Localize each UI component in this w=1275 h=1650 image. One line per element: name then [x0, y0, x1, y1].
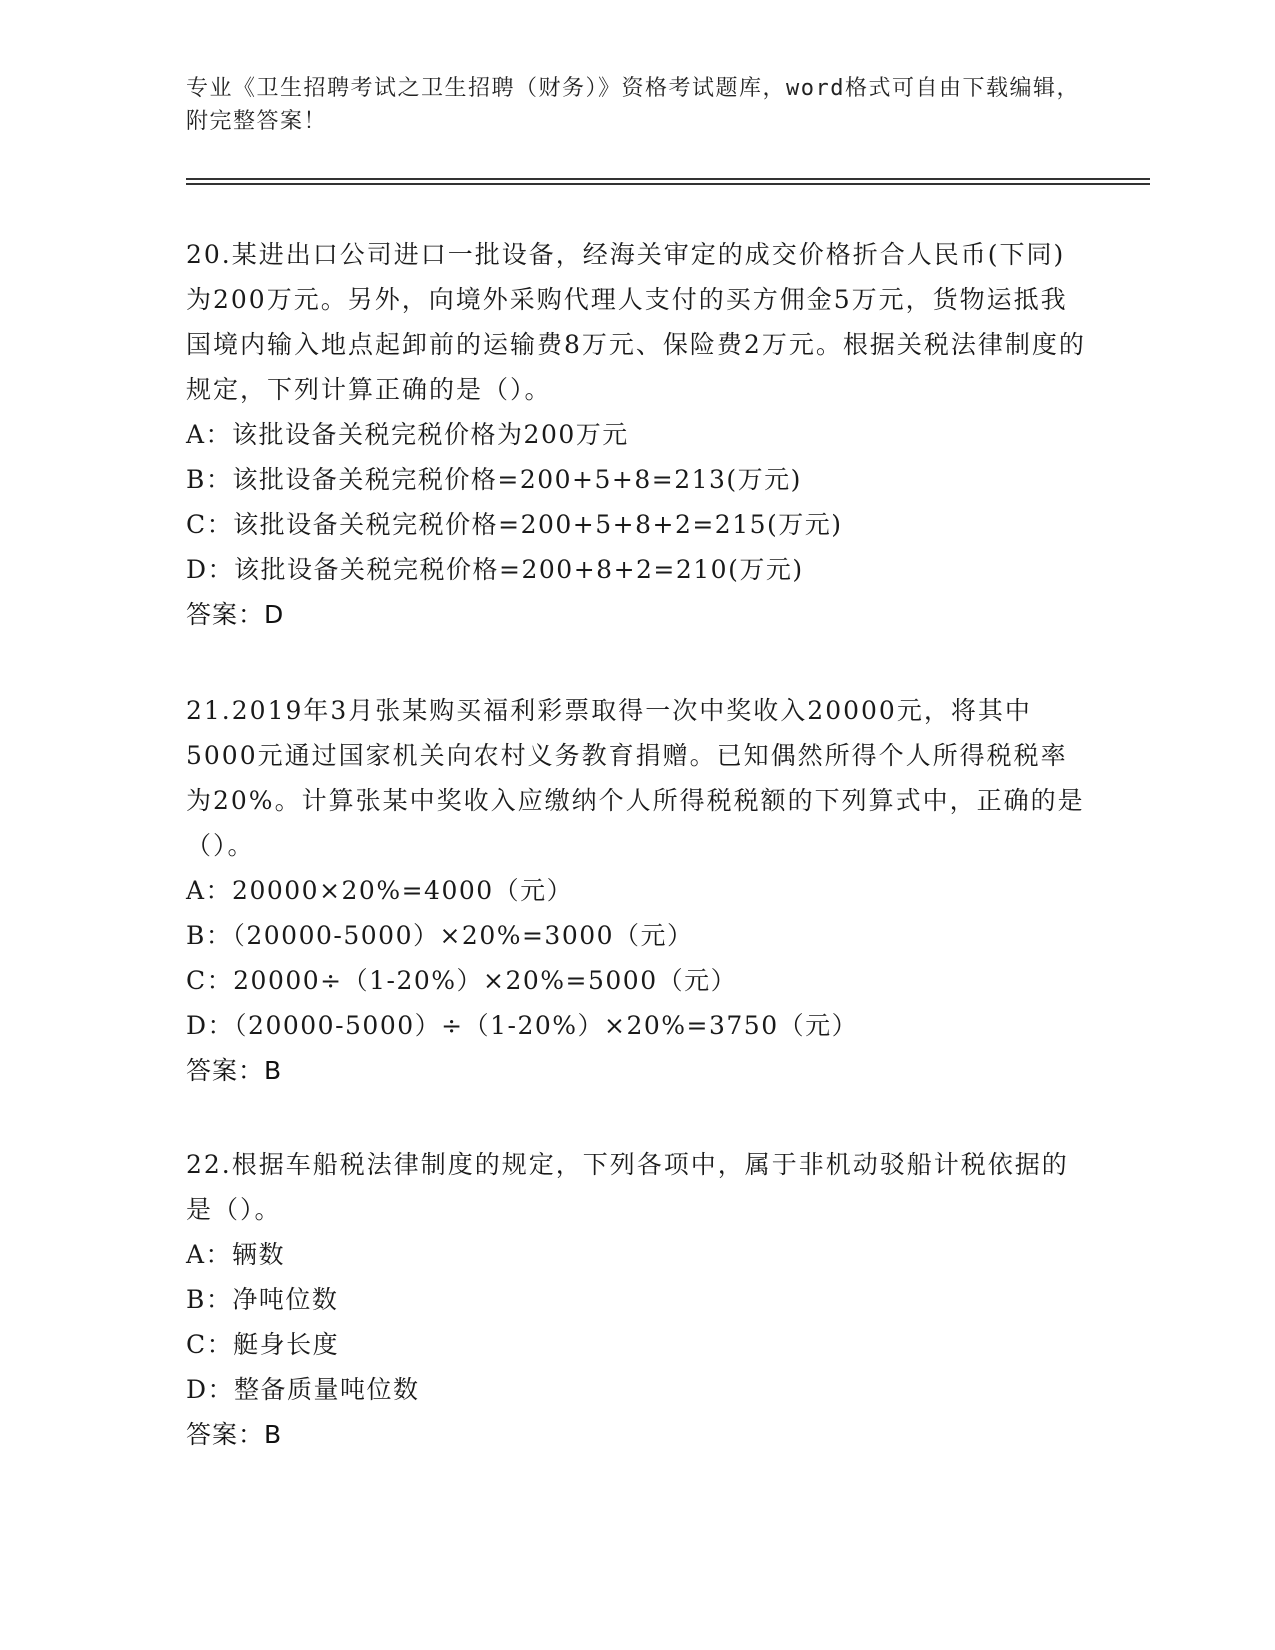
question-stem: 21.2019年3月张某购买福利彩票取得一次中奖收入20000元，将其中5000元通过国家机关向农村义务教育捐赠。已知偶然所得个人所得税税率为20%。计算张某中奖收入应缴纳个人所得税税额的下列算式中，正确的是（）。: [186, 696, 1085, 860]
answer-line: 答案：B: [186, 1056, 283, 1085]
option-b: B：该批设备关税完税价格=200+5+8=213(万元): [186, 465, 802, 494]
option-d: D：该批设备关税完税价格=200+8+2=210(万元): [186, 555, 804, 584]
option-c: C：20000÷（1-20%）×20%=5000（元）: [186, 966, 738, 995]
header-divider-bottom: [186, 183, 1150, 185]
header-divider-top: [186, 178, 1150, 180]
question-20: [186, 232, 1086, 637]
option-b: B：（20000-5000）×20%=3000（元）: [186, 921, 694, 950]
option-b: B：净吨位数: [186, 1285, 339, 1314]
option-c: C：该批设备关税完税价格=200+5+8+2=215(万元): [186, 510, 843, 539]
question-21: [186, 688, 1086, 1093]
answer-line: 答案：D: [186, 600, 285, 629]
option-a: A：辆数: [186, 1240, 286, 1269]
option-a: A：该批设备关税完税价格为200万元: [186, 420, 629, 449]
question-stem: 22.根据车船税法律制度的规定，下列各项中，属于非机动驳船计税依据的是（）。: [186, 1150, 1069, 1224]
question-22: [186, 1142, 1086, 1457]
option-d: D：（20000-5000）÷（1-20%）×20%=3750（元）: [186, 1011, 859, 1040]
answer-line: 答案：B: [186, 1420, 283, 1449]
document-header: 专业《卫生招聘考试之卫生招聘（财务）》资格考试题库，word格式可自由下载编辑，附完整答案！: [186, 76, 1080, 134]
option-c: C：艇身长度: [186, 1330, 340, 1359]
option-d: D：整备质量吨位数: [186, 1375, 420, 1404]
question-stem: 20.某进出口公司进口一批设备，经海关审定的成交价格折合人民币(下同)为200万元。另外，向境外采购代理人支付的买方佣金5万元，货物运抵我国境内输入地点起卸前的运输费8万元、保险费2万元。根据关税法律制度的规定，下列计算正确的是（）。: [186, 240, 1086, 404]
option-a: A：20000×20%=4000（元）: [186, 876, 574, 905]
